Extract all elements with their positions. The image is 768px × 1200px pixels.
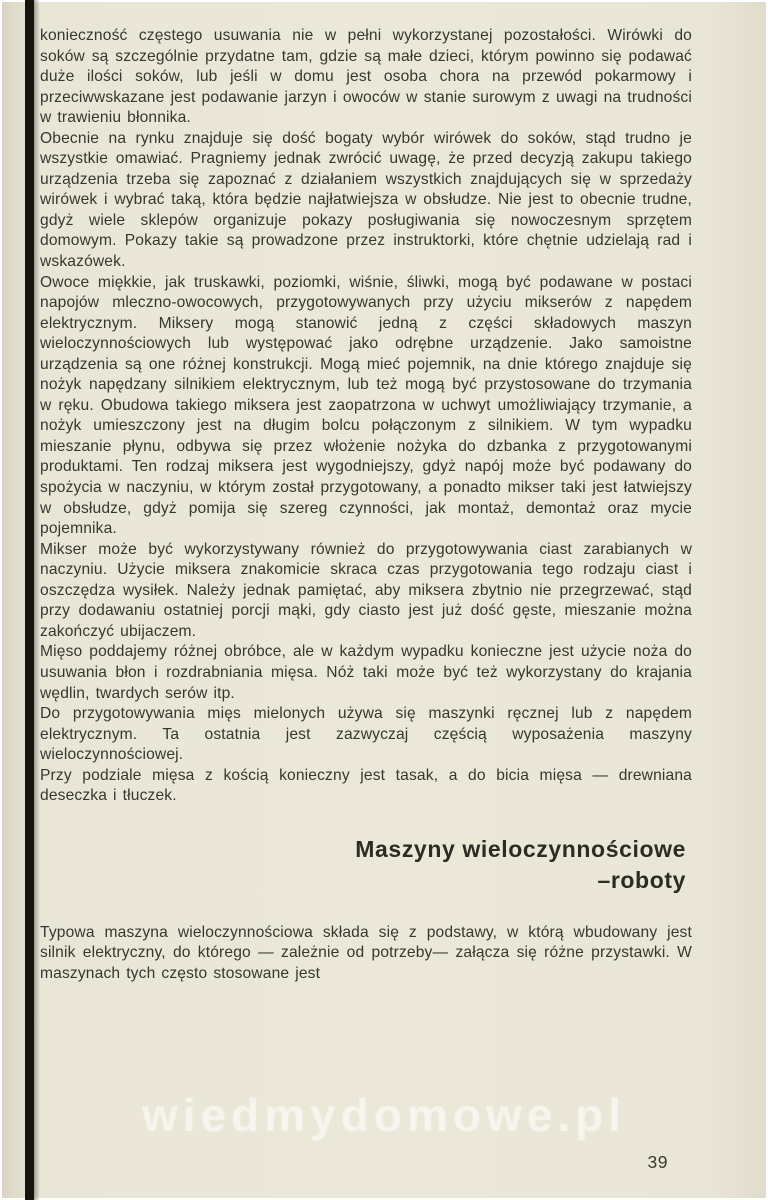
paragraph: Mięso poddajemy różnej obróbce, ale w każdym wypadku konieczne jest użycie noża do usuwania błon i rozdrabniania mięsa. Nóż taki może być też wykorzystany do krajania wędlin, twardych serów itp.: [40, 643, 692, 702]
page-number: 39: [647, 1152, 668, 1172]
binding-shadow: [25, 0, 34, 1200]
watermark: wiedmydomowe.pl: [142, 1089, 626, 1141]
paragraph: Przy podziale mięsa z kością konieczny jest tasak, a do bicia mięsa — drewniana deseczka i tłuczek.: [40, 766, 692, 805]
paragraph: Obecnie na rynku znajduje się dość bogaty wybór wirówek do soków, stąd trudno je wszystkie omawiać. Pragniemy jednak zwrócić uwagę, że przed decyzją zakupu takiego urządzenia trzeba się zapoznać z działaniem wszystkich znajdujących się w sprzedaży wirówek i wybrać taką, która będzie najłatwiejsza w obsłudze. Nie jest to obecnie trudne, gdyż wiele sklepów organizuje pokazy posługiwania się nowoczesnym sprzętem domowym. Pokazy takie są prowadzone przez instruktorki, które chętnie udzielają rad i wskazówek.: [40, 129, 692, 271]
section-heading: [40, 834, 686, 896]
paragraph: Do przygotowywania mięs mielonych używa się maszynki ręcznej lub z napędem elektrycznym. Ta ostatnia jest zazwyczaj częścią wyposażenia maszyny wieloczynnościowej.: [40, 705, 692, 764]
paragraph: Mikser może być wykorzystywany również do przygotowywania ciast zarabianych w naczyniu. Użycie miksera znakomicie skraca czas przygotowania tego rodzaju ciast i oszczędza wysiłek. Należy jednak pamiętać, aby miksera zbytnio nie przegrzewać, stąd przy dodawaniu ostatniej porcji mąki, gdy ciasto jest już dość gęste, mieszanie można zakończyć ubijaczem.: [40, 540, 692, 640]
paragraph: konieczność częstego usuwania nie w pełni wykorzystanej pozostałości. Wirówki do soków są szczególnie przydatne tam, gdzie są małe dzieci, którym powinno się podawać duże ilości soków, lub jeśli w domu jest osoba chora na przewód pokarmowy i przeciwwskazane jest podawanie jarzyn i owoców w stanie surowym z uwagi na trudności w trawieniu błonnika.: [40, 27, 692, 127]
section-heading-line1: Maszyny wieloczynnościowe: [355, 835, 686, 862]
section-heading-line2: –roboty: [597, 866, 686, 893]
paragraph: Typowa maszyna wieloczynnościowa składa się z podstawy, w którą wbudowany jest silnik elektryczny, do którego — zależnie od potrzeby— załącza się różne przystawki. W maszynach tych często stosowane jest: [40, 923, 692, 982]
text-column: [40, 26, 692, 984]
paragraph: Owoce miękkie, jak truskawki, poziomki, wiśnie, śliwki, mogą być podawane w postaci napojów mleczno-owocowych, przygotowywanych przy użyciu mikserów z napędem elektrycznym. Miksery mogą stanowić jedną z części składowych maszyn wieloczynnościowych lub występować jako odrębne urządzenie. Jako samoistne urządzenia są one różnej konstrukcji. Mogą mieć pojemnik, na dnie którego znajduje się nożyk napędzany silnikiem elektrycznym, lub też mogą być przystosowane do trzymania w ręku. Obudowa takiego miksera jest zaopatrzona w uchwyt umożliwiający trzymanie, a nożyk umieszczony jest na długim bolcu połączonym z silnikiem. W tym wypadku mieszanie płynu, odbywa się przez włożenie nożyka do dzbanka z przygotowanymi produktami. Ten rodzaj miksera jest wygodniejszy, gdyż napój może być podawany do spożycia w naczyniu, w którym został przygotowany, a ponadto mikser taki jest łatwiejszy w obsłudze, gdyż pomija się szereg czynności, jak montaż, demontaż oraz mycie pojemnika.: [40, 273, 692, 538]
